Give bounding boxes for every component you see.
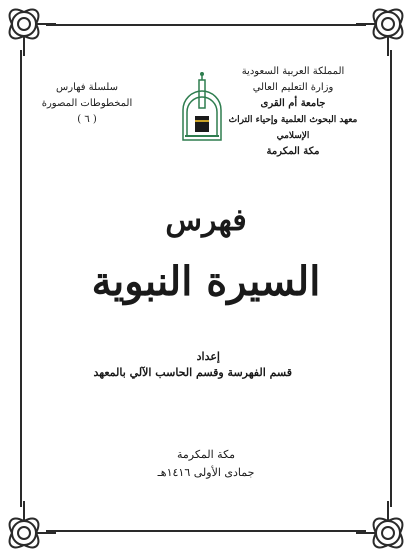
institution-header <box>218 64 368 160</box>
title-line-2: السيرة النبوية <box>91 258 321 305</box>
frame-bottom-line <box>46 530 366 532</box>
header-institute: معهد البحوث العلمية وإحياء التراث الإسلامي <box>228 115 358 141</box>
frame-top-line <box>46 24 366 26</box>
header-ministry: وزارة التعليم العالي <box>252 82 334 93</box>
corner-knot-bottom-right <box>356 501 410 555</box>
title-line-1: فهرس <box>165 203 247 238</box>
series-subtitle: المخطوطات المصورة <box>41 98 133 109</box>
corner-knot-bottom-left <box>2 501 56 555</box>
publication-place: مكة المكرمة <box>176 448 236 461</box>
preparation-text: قسم الفهرسة وقسم الحاسب الآلي بالمعهد <box>93 366 292 379</box>
header-university: جامعة أم القرى <box>260 98 326 109</box>
university-logo <box>177 70 227 142</box>
series-number: ( ٦ ) <box>77 114 97 125</box>
series-name: سلسلة فهارس <box>56 82 118 93</box>
header-country: المملكة العربية السعودية <box>241 66 345 77</box>
corner-knot-top-left <box>2 2 56 56</box>
publication-date: جمادى الأولى ١٤١٦هـ <box>157 466 255 479</box>
series-header <box>32 80 142 128</box>
corner-knot-top-right <box>356 2 410 56</box>
preparation-label: إعداد <box>196 350 220 363</box>
header-city: مكة المكرمة <box>266 146 320 157</box>
